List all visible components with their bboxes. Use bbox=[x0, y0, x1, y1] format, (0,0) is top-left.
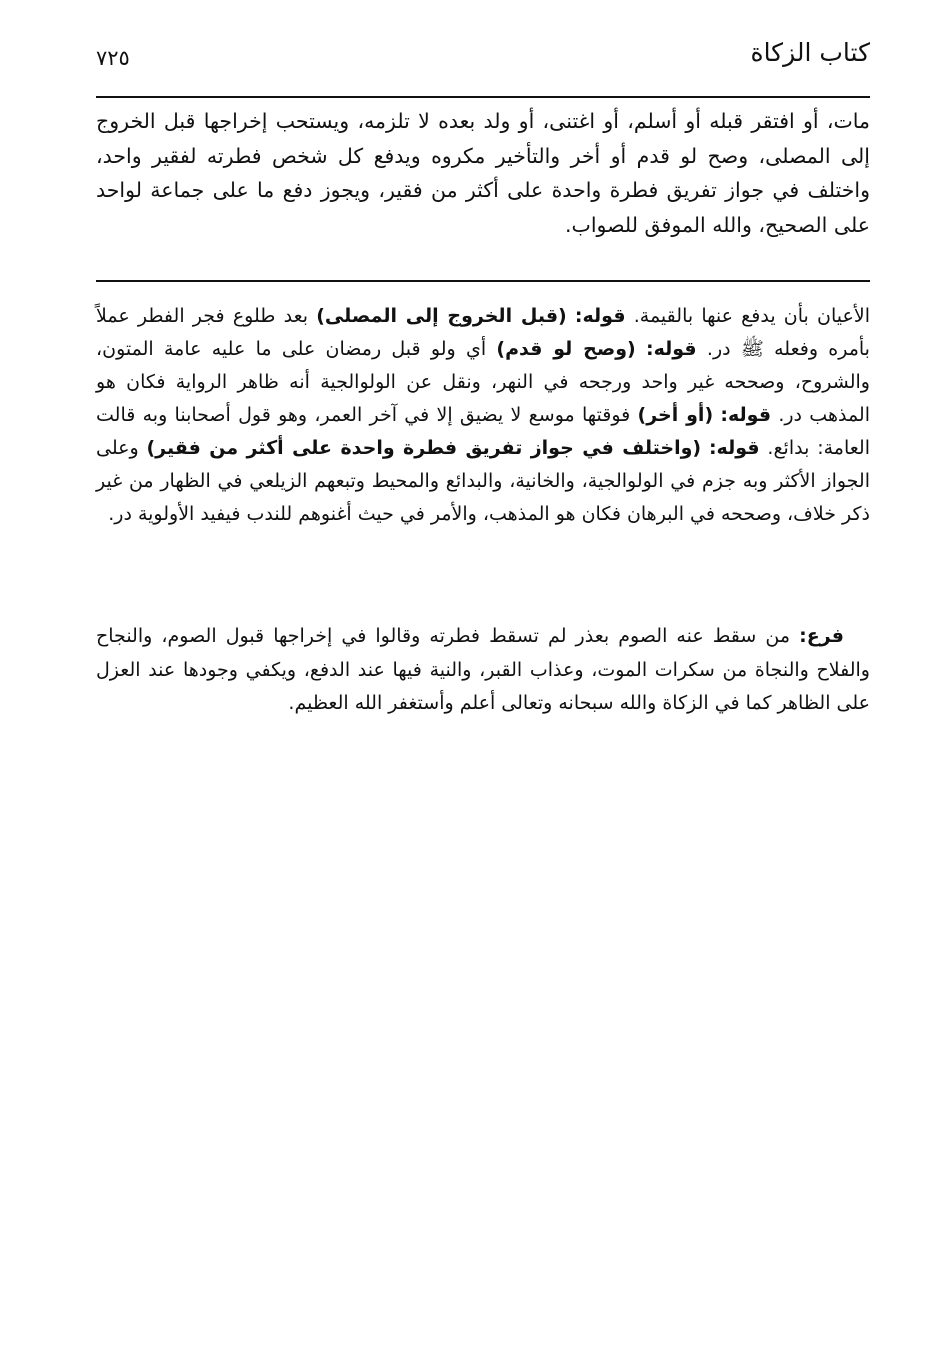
commentary-text: فوقتها موسع لا يضيق إلا في آخر العمر، وهو قول أصحابنا وبه قالت العامة: بدائع. bbox=[96, 404, 871, 459]
commentary-text: الأعيان بأن يدفع عنها بالقيمة. bbox=[633, 305, 870, 327]
running-title: كتاب الزكاة bbox=[750, 38, 870, 67]
page-header bbox=[96, 34, 870, 80]
quoted-phrase: (وصح لو قدم) bbox=[496, 338, 636, 360]
commentary-text: بعد طلوع فجر الفطر عملاً بأمره وفعله ﷺ در. bbox=[96, 305, 870, 360]
header-divider bbox=[96, 96, 870, 98]
page-number: ٧٢٥ bbox=[96, 46, 130, 70]
far-text: من سقط عنه الصوم بعذر لم تسقط فطرته وقالوا في إخراجها قبول الصوم، والنجاح والفلاح والنجاة من سكرات الموت، وعذاب القبر، والنية فيها عند الدفع، ويكفي وجودها عند العزل على الظاهر كما في الزكاة والله سبحانه وتعالى أعلم وأستغفر الله العظيم. bbox=[96, 625, 870, 714]
qawluhu-label: قوله: bbox=[574, 305, 626, 327]
qawluhu-label: قوله: bbox=[720, 404, 772, 426]
main-text-paragraph: مات، أو افتقر قبله أو أسلم، أو اغتنى، أو ولد بعده لا تلزمه، ويستحب إخراجها قبل الخروج إلى المصلى، وصح لو قدم أو أخر والتأخير مكروه ويدفع كل شخص فطرته لفقير واحد، واختلف في جواز تفريق فطرة واحدة على أكثر من فقير، ويجوز دفع ما على جماعة لواحد على الصحيح، والله الموفق للصواب. bbox=[96, 109, 870, 237]
commentary-text: أي ولو قبل رمضان على ما عليه عامة المتون، والشروح، وصححه غير واحد ورجحه في النهر، ونقل عن الولوالجية أنه ظاهر الرواية فكان هو المذهب در. bbox=[96, 338, 870, 426]
quoted-phrase: (أو أخر) bbox=[637, 404, 714, 426]
far-label: فرع: bbox=[799, 625, 844, 647]
far-paragraph bbox=[96, 620, 870, 721]
quoted-phrase: (واختلف في جواز تفريق فطرة واحدة على أكثر من فقير) bbox=[146, 437, 702, 459]
text-commentary-divider bbox=[96, 280, 870, 282]
qawluhu-label: قوله: bbox=[646, 338, 697, 360]
commentary-text: وعلى الجواز الأكثر وبه جزم في الولوالجية، والخانية، والبدائع والمحيط وتبعهم الزيلعي في الظهار من غير ذكر خلاف، وصححه في البرهان فكان هو المذهب، والأمر في حيث أغنوهم للندب فيفيد الأولوية در. bbox=[96, 437, 870, 525]
qawluhu-label: قوله: bbox=[708, 437, 760, 459]
quoted-phrase: (قبل الخروج إلى المصلى) bbox=[316, 305, 567, 327]
commentary-paragraph bbox=[96, 300, 870, 531]
